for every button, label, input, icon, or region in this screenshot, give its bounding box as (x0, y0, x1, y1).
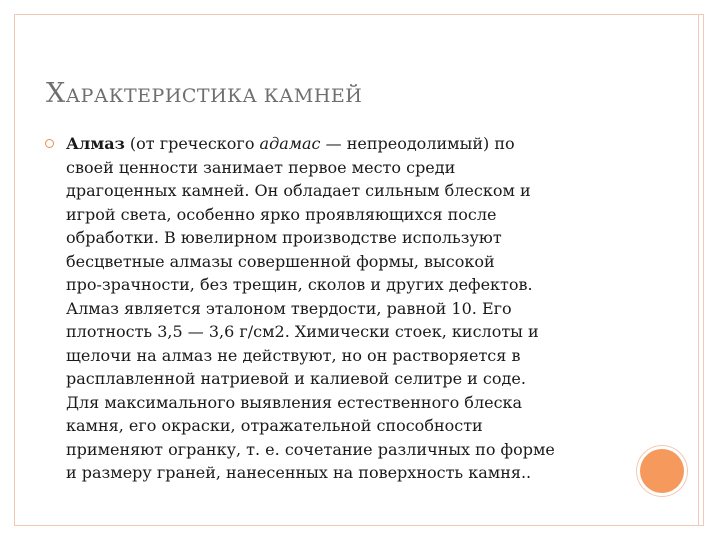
body-line (66, 132, 622, 156)
body-line: плотность 3,5 — 3,6 г/см2. Химически стоек, кислоты и (66, 322, 539, 341)
body-text-fragment: — непреодолимый) по (320, 134, 515, 153)
body-line: про-зрачности, без трещин, сколов и других дефектов. (66, 275, 533, 294)
title-rest: АРАКТЕРИСТИКА КАМНЕЙ (65, 85, 363, 107)
body-line: щелочи на алмаз не действуют, но он растворяется в (66, 345, 521, 365)
body-line: бесцветные алмазы совершенной формы, высокой (66, 251, 495, 271)
body-line: Для максимального выявления естественного блеска (66, 392, 523, 412)
body-line: драгоценных камней. Он обладает сильным блеском и (66, 181, 531, 200)
greek-word: адамас (259, 134, 321, 153)
title-first-letter: Х (46, 78, 66, 109)
body-line: камня, его окраски, отражательной способности (66, 416, 483, 435)
term-diamond: Алмаз (66, 134, 125, 153)
frame-rule (698, 14, 699, 526)
body-line: своей ценности занимает первое место среди (66, 157, 456, 177)
body-line: игрой света, особенно ярко проявляющихся после (66, 204, 497, 224)
decorative-circle (640, 449, 684, 493)
body-line: расплавленной натриевой и калиевой селитре и соде. (66, 369, 526, 388)
body-line: обработки. В ювелирном производстве используют (66, 228, 502, 247)
body-line: и размеру граней, нанесенных на поверхность камня.. (66, 463, 532, 482)
body-line: применяют огранку, т. е. сочетание различных по форме (66, 439, 555, 459)
slide-title (46, 78, 362, 109)
body-text (66, 132, 622, 485)
body-text-fragment: (от греческого (124, 134, 260, 153)
body-line: Алмаз является эталоном твердости, равной 10. Его (66, 298, 512, 318)
bullet-icon (45, 139, 54, 148)
